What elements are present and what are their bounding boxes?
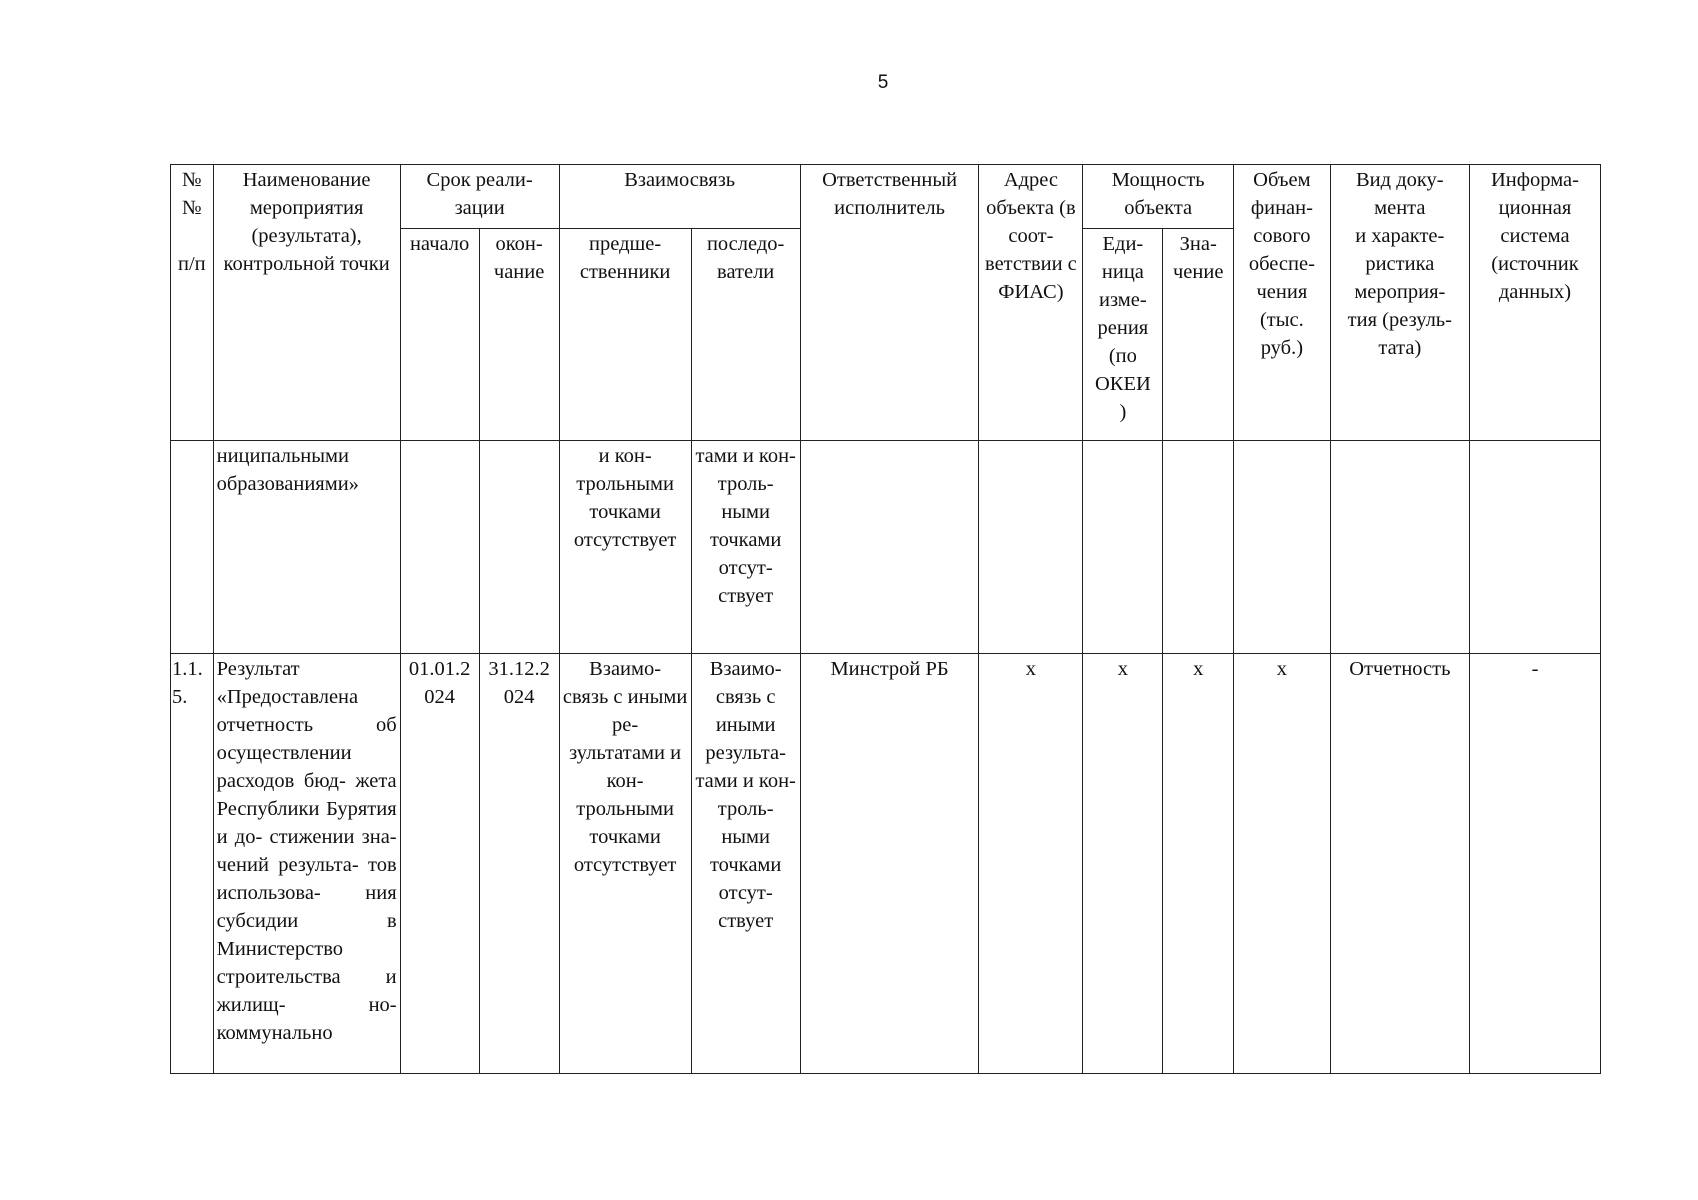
header-name: Наименование мероприятия (результата), контрольной точки	[213, 165, 400, 441]
table-row	[171, 654, 1601, 1074]
cell-end	[479, 441, 559, 654]
cell-name: Результат «Предоставлена отчетность об осуществлении расходов бюд- жета Республики Бурятия и до- стижении зна- чений результа- тов использова- ния субсидии в Министерство строительства и жилищ- но-коммунально	[213, 654, 400, 1074]
cell-responsible	[800, 441, 979, 654]
cell-funding: х	[1234, 654, 1331, 1074]
header-capacity-value: Зна- чение	[1163, 229, 1234, 441]
cell-end: 31.12.2 024	[479, 654, 559, 1074]
cell-start	[400, 441, 479, 654]
header-term: Срок реали- зации	[400, 165, 559, 229]
header-link-prev: предше- ственники	[559, 229, 691, 441]
header-funding: Объем финан- сового обеспе- чения (тыс. руб.)	[1234, 165, 1331, 441]
cell-unit	[1083, 441, 1163, 654]
page-number: 5	[877, 72, 889, 93]
measures-table	[170, 164, 1601, 1074]
cell-funding	[1234, 441, 1331, 654]
cell-unit: х	[1083, 654, 1163, 1074]
cell-prev: и кон- трольными точками отсутствует	[559, 441, 691, 654]
cell-value: х	[1163, 654, 1234, 1074]
cell-num: 1.1. 5.	[171, 654, 214, 1074]
cell-num	[171, 441, 214, 654]
cell-doc-type: Отчетность	[1330, 654, 1469, 1074]
header-doc-type: Вид доку- мента и характе- ристика мероприя- тия (резуль- тата)	[1330, 165, 1469, 441]
cell-doc-type	[1330, 441, 1469, 654]
cell-next: тами и кон- троль- ными точками отсут- ствует	[691, 441, 800, 654]
cell-next: Взаимо- связь с иными результа- тами и кон- троль- ными точками отсут- ствует	[691, 654, 800, 1074]
cell-responsible: Минстрой РБ	[800, 654, 979, 1074]
table-row	[171, 441, 1601, 654]
cell-address: х	[979, 654, 1083, 1074]
header-responsible: Ответственный исполнитель	[800, 165, 979, 441]
cell-address	[979, 441, 1083, 654]
cell-value	[1163, 441, 1234, 654]
header-info-system: Информа- ционная система (источник данных)	[1469, 165, 1600, 441]
header-row-top	[171, 165, 1601, 229]
cell-start: 01.01.2 024	[400, 654, 479, 1074]
header-link-next: последо- ватели	[691, 229, 800, 441]
header-capacity: Мощность объекта	[1083, 165, 1234, 229]
cell-info-system	[1469, 441, 1600, 654]
header-term-start: начало	[400, 229, 479, 441]
header-capacity-unit: Еди- ница изме- рения (по ОКЕИ )	[1083, 229, 1163, 441]
header-num: № № п/п	[171, 165, 214, 441]
header-link: Взаимосвязь	[559, 165, 800, 229]
cell-info-system: -	[1469, 654, 1600, 1074]
header-address: Адрес объекта (в соот- ветствии с ФИАС)	[979, 165, 1083, 441]
cell-name: ниципальными образованиями»	[213, 441, 400, 654]
header-term-end: окон- чание	[479, 229, 559, 441]
cell-prev: Взаимо- связь с иными ре- зультатами и кон- трольными точками отсутствует	[559, 654, 691, 1074]
